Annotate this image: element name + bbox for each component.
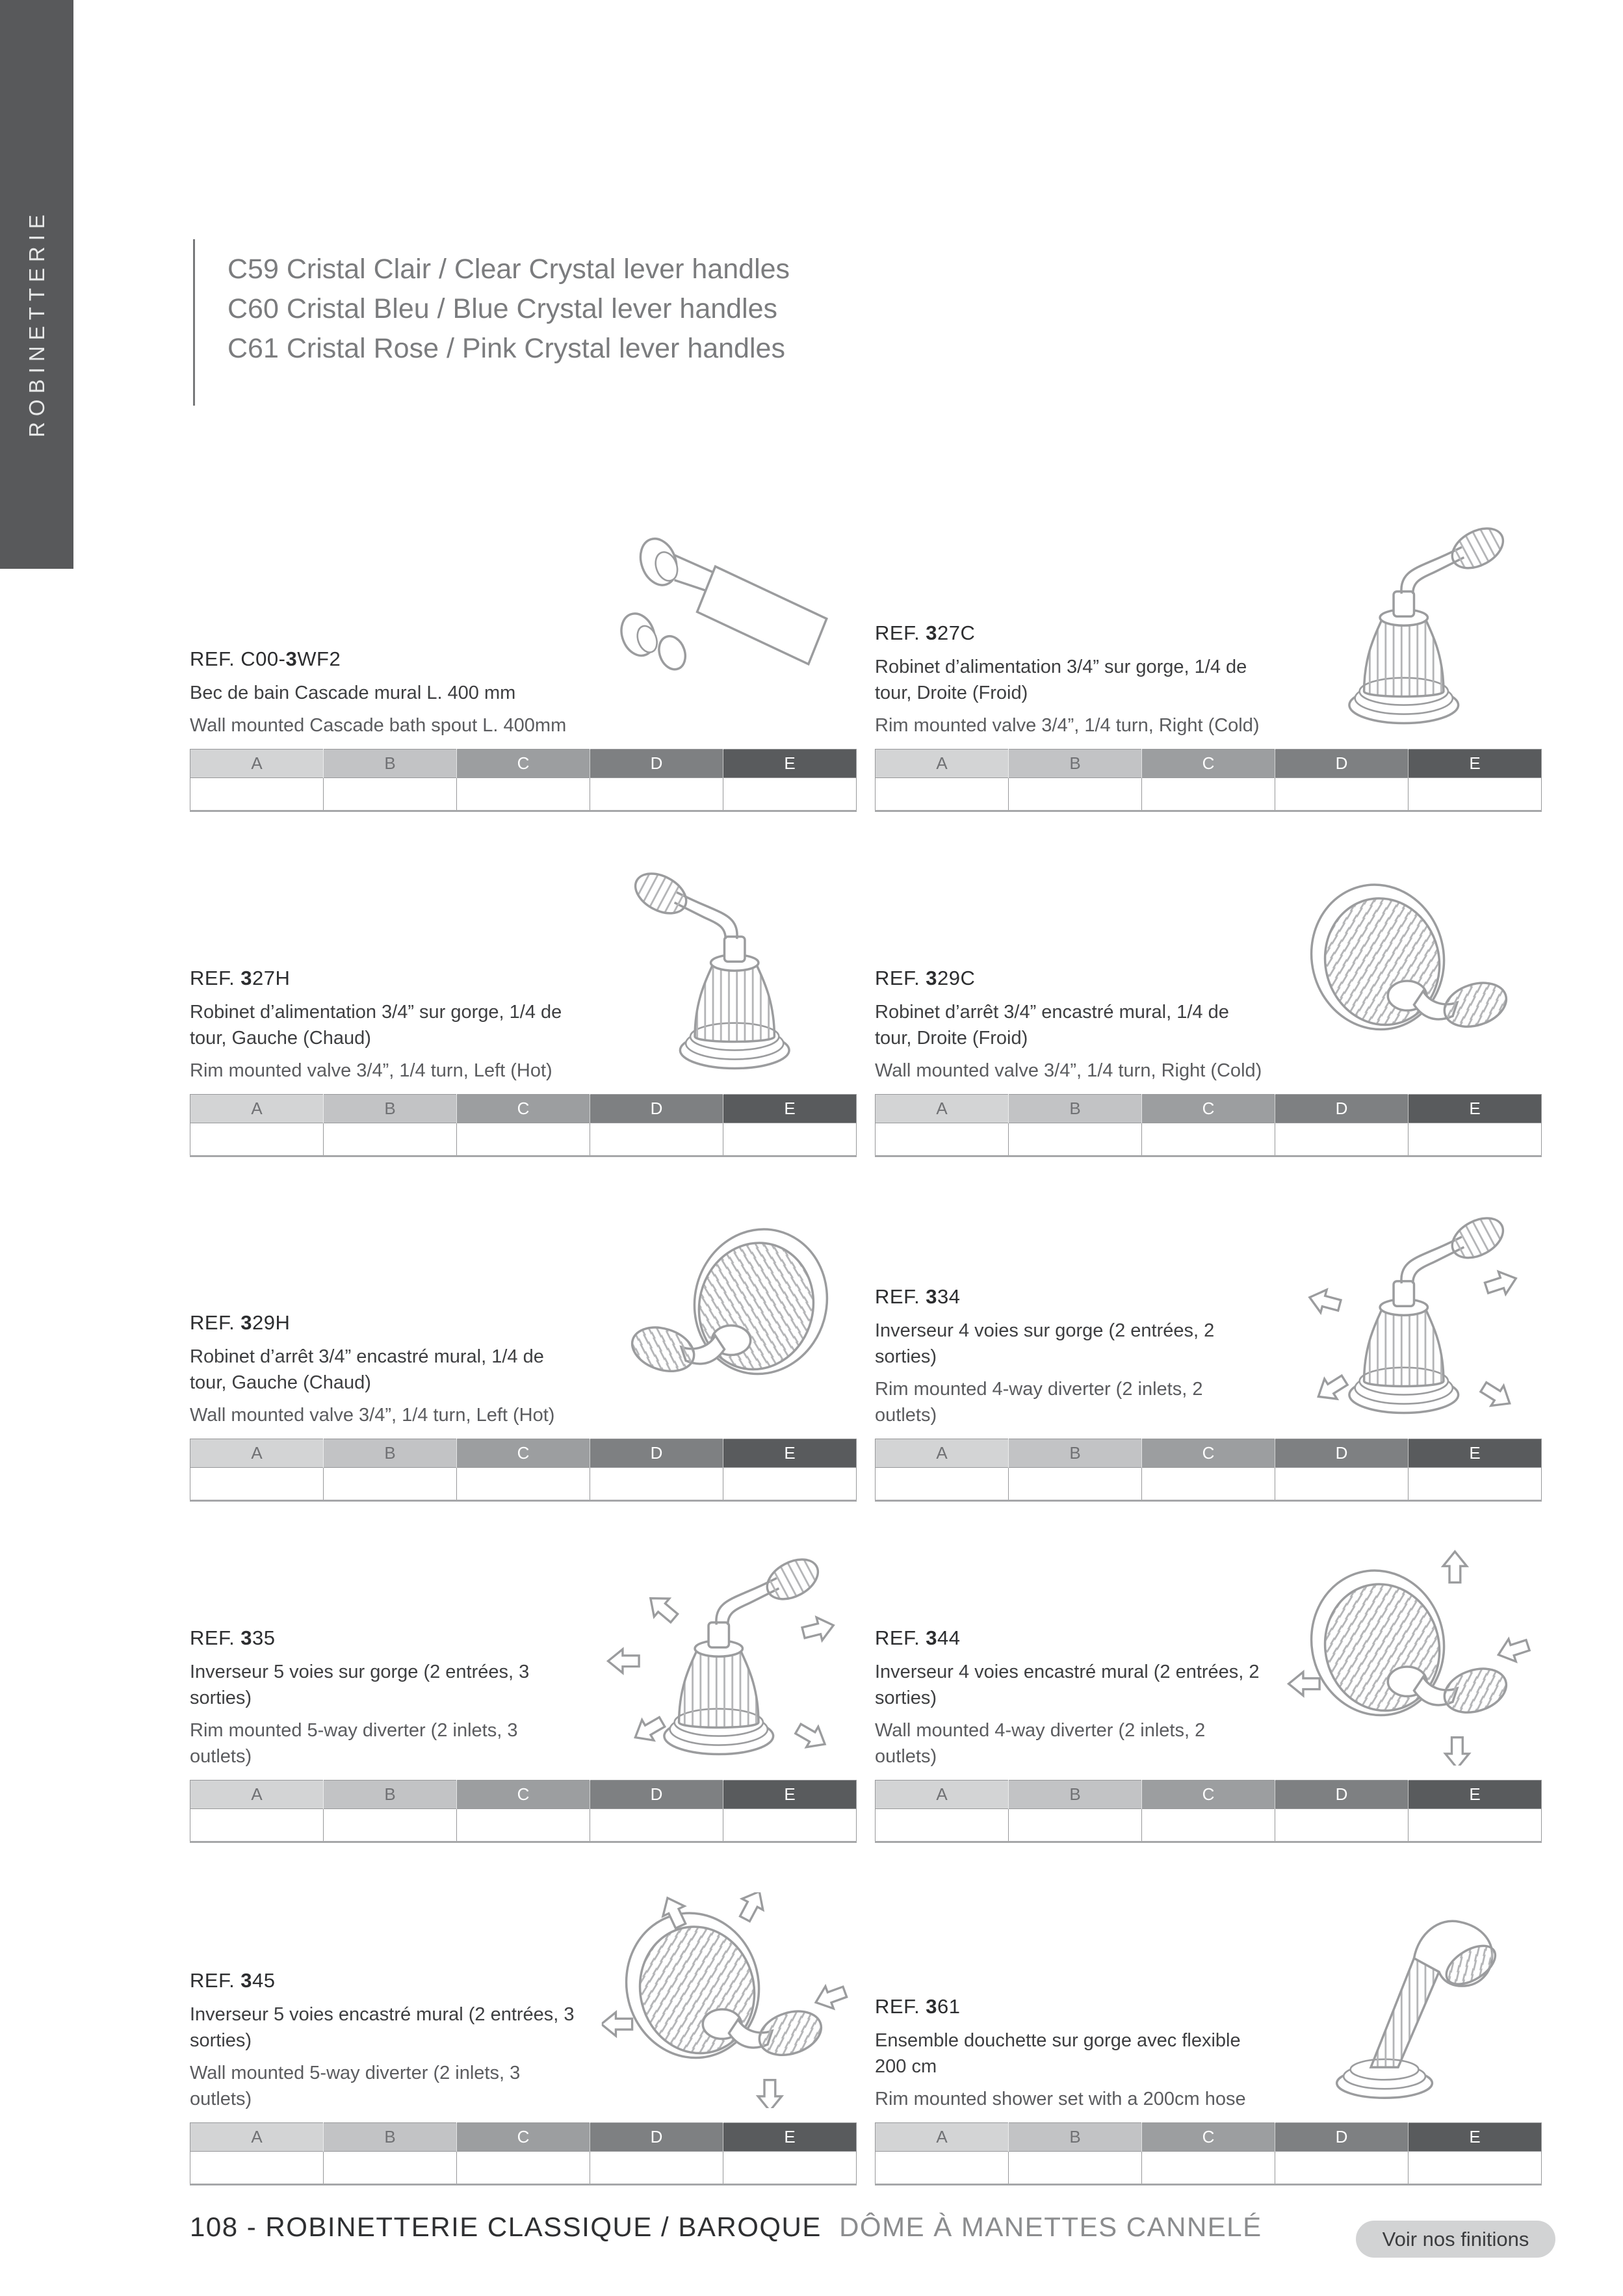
product-illustration — [1282, 507, 1542, 749]
spec-col-header: D — [590, 750, 723, 778]
sidebar — [0, 0, 73, 569]
faucet-line-drawing-icon — [597, 1550, 857, 1766]
spec-value-cell — [1142, 2152, 1275, 2185]
page-title-line-1: C59 Cristal Clair / Clear Crystal lever handles — [227, 254, 790, 285]
page-title-line-3: C61 Cristal Rose / Pink Crystal lever handles — [227, 333, 785, 364]
spec-value-cell — [457, 1468, 590, 1501]
spec-table — [875, 1439, 1542, 1502]
ref-code-post: WF2 — [297, 647, 341, 670]
spec-table — [875, 2122, 1542, 2185]
sidebar-section-label: ROBINETTERIE — [25, 209, 49, 437]
spec-value-cell — [190, 2152, 324, 2185]
ref-code-bold: 3 — [240, 1626, 253, 1649]
spec-value-cell — [1142, 778, 1275, 811]
product-desc-fr: Inverseur 5 voies encastré mural (2 entrées, 3 sorties) — [190, 2004, 575, 2051]
product-desc-fr: Robinet d’arrêt 3/4” encastré mural, 1/4 de tour, Droite (Froid) — [875, 1002, 1229, 1049]
spec-value-cell — [876, 1468, 1009, 1501]
ref-code-bold: 3 — [926, 1995, 938, 2018]
spec-col-header: E — [723, 2123, 857, 2152]
ref-code-bold: 3 — [285, 647, 298, 670]
spec-col-header: E — [723, 1439, 857, 1468]
product-ref — [190, 1311, 577, 1335]
spec-col-header: E — [723, 1781, 857, 1809]
spec-value-cell — [324, 1809, 457, 1842]
product-desc-fr: Robinet d’alimentation 3/4” sur gorge, 1/4 de tour, Droite (Froid) — [875, 657, 1247, 703]
spec-col-header: C — [457, 750, 590, 778]
spec-table — [190, 749, 857, 812]
spec-col-header: B — [324, 1439, 457, 1468]
product-card — [875, 1881, 1542, 2185]
product-illustration — [1282, 1197, 1542, 1439]
spec-value-cell — [590, 1123, 723, 1156]
title-divider — [193, 239, 195, 406]
spec-col-header: D — [590, 2123, 723, 2152]
ref-prefix: REF. — [875, 967, 926, 989]
ref-prefix: REF. — [875, 1995, 926, 2018]
product-card — [875, 1538, 1542, 1843]
product-illustration — [1282, 1538, 1542, 1780]
spec-value-cell — [1409, 1809, 1542, 1842]
spec-col-header: B — [1009, 750, 1142, 778]
faucet-line-drawing-icon — [1282, 519, 1542, 735]
spec-value-cell — [590, 1809, 723, 1842]
product-desc-en: Wall mounted Cascade bath spout L. 400mm — [190, 715, 567, 736]
ref-prefix: REF. — [190, 647, 241, 670]
spec-col-header: D — [1275, 1439, 1409, 1468]
product-illustration — [597, 1538, 857, 1780]
product-desc-en: Wall mounted valve 3/4”, 1/4 turn, Left (Hot) — [190, 1405, 555, 1426]
spec-col-header: E — [723, 750, 857, 778]
ref-code-pre: C00- — [240, 647, 286, 670]
spec-value-cell — [1275, 1468, 1409, 1501]
spec-value-cell — [1009, 2152, 1142, 2185]
spec-value-cell — [190, 1468, 324, 1501]
spec-col-header: D — [590, 1095, 723, 1123]
spec-col-header: A — [190, 1781, 324, 1809]
spec-value-cell — [723, 1123, 857, 1156]
faucet-line-drawing-icon — [597, 864, 857, 1080]
spec-value-cell — [723, 1809, 857, 1842]
product-ref — [190, 1969, 577, 1992]
faucet-line-drawing-icon — [1282, 1550, 1542, 1766]
spec-value-cell — [324, 1123, 457, 1156]
spec-col-header: B — [324, 1095, 457, 1123]
spec-col-header: B — [324, 750, 457, 778]
spec-col-header: E — [1409, 1095, 1542, 1123]
ref-code-bold: 3 — [926, 967, 938, 989]
spec-col-header: C — [1142, 750, 1275, 778]
spec-value-cell — [1142, 1809, 1275, 1842]
page-title — [227, 250, 790, 369]
footer-collection-name: DÔME À MANETTES CANNELÉ — [839, 2211, 1262, 2242]
view-finishes-button[interactable]: Voir nos finitions — [1356, 2221, 1555, 2258]
spec-value-cell — [1409, 1123, 1542, 1156]
spec-value-cell — [1009, 1123, 1142, 1156]
product-card — [875, 852, 1542, 1157]
spec-value-cell — [190, 1809, 324, 1842]
spec-value-cell — [1275, 2152, 1409, 2185]
ref-code-post: 27H — [252, 967, 291, 989]
product-illustration — [597, 852, 857, 1094]
spec-col-header: B — [1009, 1095, 1142, 1123]
ref-code-post: 29C — [937, 967, 976, 989]
product-desc-en: Wall mounted 5-way diverter (2 inlets, 3 outlets) — [190, 2063, 521, 2109]
ref-code-bold: 3 — [926, 1626, 938, 1649]
spec-col-header: A — [190, 750, 324, 778]
ref-code-post: 61 — [937, 1995, 961, 2018]
faucet-line-drawing-icon — [1282, 1208, 1542, 1424]
spec-value-cell — [1009, 1809, 1142, 1842]
spec-col-header: E — [1409, 2123, 1542, 2152]
footer-page-number: 108 - ROBINETTERIE CLASSIQUE / BAROQUE — [190, 2211, 822, 2242]
spec-value-cell — [457, 2152, 590, 2185]
product-desc-en: Rim mounted valve 3/4”, 1/4 turn, Right (Cold) — [875, 715, 1260, 736]
spec-table — [190, 1439, 857, 1502]
ref-code-post: 45 — [252, 1969, 276, 1992]
spec-col-header: C — [1142, 2123, 1275, 2152]
spec-value-cell — [1275, 1123, 1409, 1156]
product-ref — [875, 1626, 1262, 1650]
product-ref — [875, 1285, 1262, 1309]
product-illustration — [597, 1881, 857, 2122]
spec-value-cell — [1009, 778, 1142, 811]
product-ref — [875, 967, 1262, 990]
product-desc-fr: Inverseur 4 voies sur gorge (2 entrées, 2 sorties) — [875, 1320, 1215, 1367]
spec-col-header: D — [590, 1781, 723, 1809]
spec-col-header: C — [457, 1095, 590, 1123]
product-illustration — [1282, 1881, 1542, 2122]
faucet-line-drawing-icon — [1282, 864, 1542, 1080]
footer — [190, 2211, 1262, 2243]
ref-prefix: REF. — [875, 1285, 926, 1308]
spec-col-header: C — [457, 1439, 590, 1468]
product-desc-fr: Inverseur 5 voies sur gorge (2 entrées, 3 sorties) — [190, 1662, 530, 1708]
spec-col-header: A — [876, 1439, 1009, 1468]
product-illustration — [597, 507, 857, 749]
spec-value-cell — [1409, 778, 1542, 811]
spec-col-header: E — [1409, 750, 1542, 778]
spec-col-header: B — [1009, 1439, 1142, 1468]
product-desc-en: Rim mounted valve 3/4”, 1/4 turn, Left (Hot) — [190, 1060, 552, 1081]
spec-col-header: A — [876, 750, 1009, 778]
spec-value-cell — [457, 1809, 590, 1842]
spec-value-cell — [723, 1468, 857, 1501]
product-card — [190, 852, 857, 1157]
ref-code-post: 35 — [252, 1626, 276, 1649]
spec-table — [875, 749, 1542, 812]
product-desc-en: Rim mounted 5-way diverter (2 inlets, 3 outlets) — [190, 1720, 518, 1767]
ref-prefix: REF. — [190, 1626, 241, 1649]
spec-col-header: B — [324, 1781, 457, 1809]
spec-value-cell — [723, 778, 857, 811]
spec-value-cell — [190, 778, 324, 811]
spec-col-header: D — [1275, 2123, 1409, 2152]
spec-col-header: C — [1142, 1781, 1275, 1809]
ref-prefix: REF. — [190, 1311, 241, 1334]
ref-code-bold: 3 — [240, 1969, 253, 1992]
spec-col-header: A — [190, 2123, 324, 2152]
product-desc-fr: Bec de bain Cascade mural L. 400 mm — [190, 683, 516, 703]
product-desc-en: Wall mounted 4-way diverter (2 inlets, 2 outlets) — [875, 1720, 1206, 1767]
ref-prefix: REF. — [190, 967, 241, 989]
spec-value-cell — [1275, 778, 1409, 811]
product-desc-en: Rim mounted 4-way diverter (2 inlets, 2 outlets) — [875, 1379, 1203, 1426]
ref-prefix: REF. — [875, 1626, 926, 1649]
spec-value-cell — [1009, 1468, 1142, 1501]
spec-table — [190, 1780, 857, 1843]
spec-col-header: E — [1409, 1781, 1542, 1809]
spec-col-header: A — [190, 1439, 324, 1468]
spec-value-cell — [457, 1123, 590, 1156]
spec-col-header: C — [457, 2123, 590, 2152]
spec-value-cell — [324, 778, 457, 811]
spec-value-cell — [590, 1468, 723, 1501]
spec-table — [875, 1780, 1542, 1843]
spec-col-header: C — [1142, 1439, 1275, 1468]
ref-code-bold: 3 — [926, 1285, 938, 1308]
product-desc-en: Rim mounted shower set with a 200cm hose — [875, 2089, 1246, 2109]
spec-value-cell — [723, 2152, 857, 2185]
spec-value-cell — [1142, 1123, 1275, 1156]
product-card — [875, 1197, 1542, 1502]
product-ref — [190, 1626, 577, 1650]
product-desc-fr: Robinet d’arrêt 3/4” encastré mural, 1/4 de tour, Gauche (Chaud) — [190, 1346, 544, 1393]
spec-value-cell — [1409, 2152, 1542, 2185]
spec-value-cell — [190, 1123, 324, 1156]
product-desc-en: Wall mounted valve 3/4”, 1/4 turn, Right (Cold) — [875, 1060, 1262, 1081]
ref-prefix: REF. — [190, 1969, 241, 1992]
spec-col-header: B — [1009, 2123, 1142, 2152]
product-ref — [190, 647, 577, 671]
spec-col-header: D — [590, 1439, 723, 1468]
spec-col-header: D — [1275, 750, 1409, 778]
spec-value-cell — [876, 1809, 1009, 1842]
spec-table — [190, 1094, 857, 1157]
spec-value-cell — [457, 778, 590, 811]
product-desc-fr: Inverseur 4 voies encastré mural (2 entrées, 2 sorties) — [875, 1662, 1260, 1708]
product-card — [190, 1881, 857, 2185]
product-desc-fr: Ensemble douchette sur gorge avec flexible 200 cm — [875, 2030, 1241, 2077]
ref-code-post: 29H — [252, 1311, 291, 1334]
ref-code-post: 44 — [937, 1626, 961, 1649]
product-ref — [875, 621, 1262, 645]
spec-col-header: A — [876, 1781, 1009, 1809]
spec-value-cell — [590, 2152, 723, 2185]
spec-col-header: D — [1275, 1095, 1409, 1123]
page-title-line-2: C60 Cristal Bleu / Blue Crystal lever handles — [227, 293, 778, 324]
faucet-line-drawing-icon — [1282, 1892, 1542, 2108]
faucet-line-drawing-icon — [597, 1892, 857, 2108]
spec-col-header: E — [723, 1095, 857, 1123]
faucet-line-drawing-icon — [597, 519, 857, 735]
ref-prefix: REF. — [875, 621, 926, 644]
ref-code-bold: 3 — [240, 1311, 253, 1334]
spec-value-cell — [590, 778, 723, 811]
ref-code-post: 34 — [937, 1285, 961, 1308]
spec-value-cell — [324, 2152, 457, 2185]
product-illustration — [597, 1197, 857, 1439]
product-card — [190, 1538, 857, 1843]
spec-col-header: A — [876, 2123, 1009, 2152]
spec-value-cell — [876, 1123, 1009, 1156]
spec-col-header: E — [1409, 1439, 1542, 1468]
ref-code-bold: 3 — [240, 967, 253, 989]
product-card — [875, 507, 1542, 812]
spec-col-header: A — [190, 1095, 324, 1123]
product-ref — [875, 1995, 1262, 2018]
spec-value-cell — [876, 2152, 1009, 2185]
spec-value-cell — [1275, 1809, 1409, 1842]
spec-col-header: A — [876, 1095, 1009, 1123]
spec-value-cell — [876, 778, 1009, 811]
spec-table — [875, 1094, 1542, 1157]
spec-col-header: C — [457, 1781, 590, 1809]
product-ref — [190, 967, 577, 990]
spec-col-header: D — [1275, 1781, 1409, 1809]
product-illustration — [1282, 852, 1542, 1094]
spec-col-header: B — [324, 2123, 457, 2152]
spec-col-header: C — [1142, 1095, 1275, 1123]
product-card — [190, 507, 857, 812]
spec-col-header: B — [1009, 1781, 1142, 1809]
faucet-line-drawing-icon — [597, 1208, 857, 1424]
spec-value-cell — [324, 1468, 457, 1501]
product-desc-fr: Robinet d’alimentation 3/4” sur gorge, 1/4 de tour, Gauche (Chaud) — [190, 1002, 562, 1049]
spec-value-cell — [1142, 1468, 1275, 1501]
spec-value-cell — [1409, 1468, 1542, 1501]
ref-code-bold: 3 — [926, 621, 938, 644]
spec-table — [190, 2122, 857, 2185]
ref-code-post: 27C — [937, 621, 976, 644]
product-card — [190, 1197, 857, 1502]
